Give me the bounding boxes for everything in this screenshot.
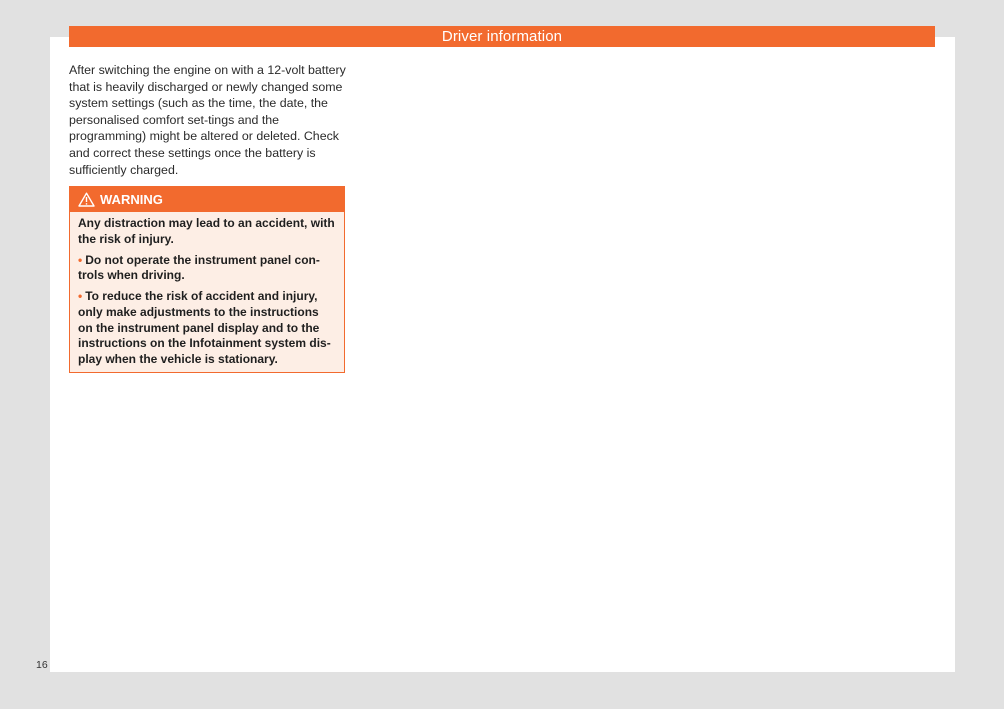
section-header: Driver information <box>69 26 935 47</box>
warning-box <box>69 186 345 373</box>
bullet-icon: • <box>78 252 83 267</box>
warning-header <box>70 187 344 212</box>
warning-bullet-item <box>78 289 336 367</box>
body-paragraph: After switching the engine on with a 12-volt battery that is heavily discharged or newly changed some system settings (such as the time, the date, the personalised comfort set-tings and the programming) might be altered or deleted. Check and correct these settings once the battery is sufficiently charged. <box>69 63 346 177</box>
warning-triangle-icon <box>78 192 100 207</box>
warning-bullet-item <box>78 253 336 284</box>
warning-intro: Any distraction may lead to an accident, with the risk of injury. <box>78 216 335 246</box>
page-number: 16 <box>36 659 48 671</box>
warning-bullet-text: To reduce the risk of accident and injury, only make adjustments to the instructions on the instrument panel display and to the instructions on the Infotainment system dis-play when the vehicle is stationary. <box>78 289 331 366</box>
warning-bullet-text: Do not operate the instrument panel con-trols when driving. <box>78 252 320 283</box>
warning-title: WARNING <box>100 192 163 207</box>
warning-content <box>70 212 344 367</box>
bullet-icon: • <box>78 289 83 304</box>
